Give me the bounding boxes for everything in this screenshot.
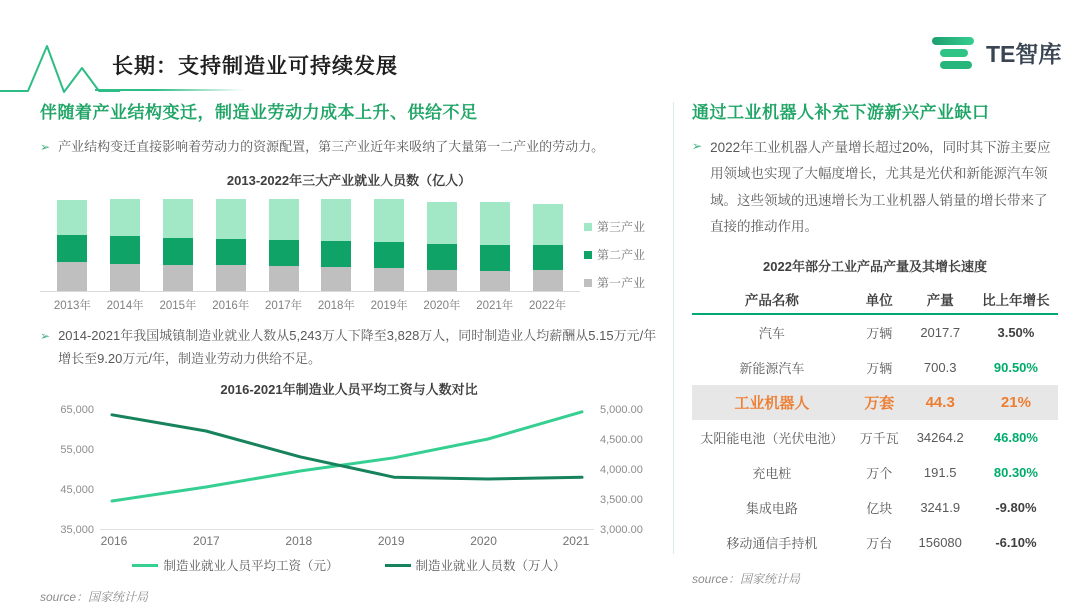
bar-chart-plot-area bbox=[40, 197, 580, 313]
legend-label: 制造业就业人员平均工资（元） bbox=[163, 559, 339, 574]
stacked-bar bbox=[269, 199, 299, 291]
legend-label: 第二产业 bbox=[597, 248, 646, 263]
bar-segment bbox=[427, 270, 457, 291]
product-name-cell: 工业机器人 bbox=[734, 395, 810, 413]
output-cell: 3241.9 bbox=[920, 500, 961, 516]
bar-segment bbox=[269, 266, 299, 291]
growth-cell: -9.80% bbox=[995, 500, 1037, 516]
output-cell: 156080 bbox=[918, 535, 962, 551]
table-header-cell: 产量 bbox=[926, 293, 954, 309]
legend-swatch bbox=[584, 251, 592, 259]
products-table bbox=[692, 285, 1058, 560]
stacked-bar bbox=[533, 204, 563, 291]
bar-segment bbox=[269, 199, 299, 240]
line-x-label: 2016 bbox=[100, 534, 128, 549]
right-axis-tick: 3,000.00 bbox=[600, 524, 643, 537]
left-axis-tick: 55,000 bbox=[60, 444, 94, 457]
unit-cell: 万个 bbox=[866, 466, 893, 482]
line-series-0 bbox=[112, 412, 582, 501]
stacked-bar bbox=[163, 199, 193, 291]
stacked-bar bbox=[427, 202, 457, 291]
stacked-bar bbox=[110, 199, 140, 291]
bar-chart-legend bbox=[580, 197, 658, 313]
bar-x-label: 2021年 bbox=[476, 299, 514, 312]
left-column bbox=[40, 98, 658, 605]
output-cell: 191.5 bbox=[923, 465, 957, 481]
line-x-label: 2020 bbox=[470, 534, 497, 549]
bar-segment bbox=[427, 244, 457, 270]
unit-cell: 万套 bbox=[864, 395, 895, 413]
bar-segment bbox=[110, 264, 140, 291]
bar-segment bbox=[321, 241, 351, 266]
bullet-arrow-icon: ➢ bbox=[40, 328, 51, 343]
logo-text: TE智库 bbox=[986, 41, 1062, 67]
right-axis-tick: 3,500.00 bbox=[600, 494, 643, 507]
bar-x-label: 2017年 bbox=[265, 299, 303, 312]
bar-segment bbox=[374, 242, 404, 267]
bar-chart-title: 2013-2022年三大产业就业人员数（亿人） bbox=[226, 172, 472, 188]
line-chart-right-axis bbox=[594, 404, 658, 537]
table-row bbox=[692, 350, 1058, 385]
bar-chart bbox=[40, 197, 658, 313]
table-row bbox=[692, 420, 1058, 455]
right-axis-tick: 4,500.00 bbox=[600, 434, 643, 447]
table-row bbox=[692, 525, 1058, 560]
bar-segment bbox=[57, 200, 87, 235]
bar-segment bbox=[110, 236, 140, 263]
legend-label: 第三产业 bbox=[597, 220, 646, 235]
right-column bbox=[692, 98, 1058, 587]
left-bullet-1-text: 产业结构变迁直接影响着劳动力的资源配置，第三产业近年来吸纳了大量第一二产业的劳动力。 bbox=[58, 139, 605, 154]
pulse-zigzag-decoration bbox=[0, 30, 120, 95]
table-header-cell: 单位 bbox=[865, 293, 893, 309]
stacked-bar bbox=[321, 199, 351, 291]
legend-item bbox=[584, 218, 658, 235]
bar-segment bbox=[163, 199, 193, 238]
bar-segment bbox=[533, 270, 563, 291]
line-chart-x-axis-labels bbox=[92, 534, 598, 548]
bar-column bbox=[46, 200, 99, 291]
line-x-label: 2021 bbox=[562, 534, 590, 549]
left-section-title: 伴随着产业结构变迁，制造业劳动力成本上升、供给不足 bbox=[40, 103, 478, 122]
line-x-label: 2018 bbox=[285, 534, 313, 549]
growth-cell: 46.80% bbox=[993, 430, 1038, 446]
bar-segment bbox=[216, 199, 246, 239]
bar-segment bbox=[163, 265, 193, 291]
table-row bbox=[692, 315, 1058, 350]
line-chart-legend bbox=[40, 556, 658, 574]
left-bullet-1 bbox=[40, 136, 658, 159]
bar-column bbox=[257, 199, 310, 291]
bar-segment bbox=[321, 267, 351, 291]
right-axis-tick: 5,000.00 bbox=[600, 404, 643, 417]
left-axis-tick: 65,000 bbox=[60, 404, 94, 417]
bar-column bbox=[204, 199, 257, 291]
legend-item bbox=[132, 556, 338, 574]
product-name-cell: 太阳能电池（光伏电池） bbox=[700, 431, 844, 447]
legend-item bbox=[584, 274, 658, 291]
legend-swatch bbox=[132, 564, 158, 567]
bullet-arrow-icon: ➢ bbox=[692, 139, 703, 153]
te-zhiku-logo bbox=[932, 36, 1061, 69]
bullet-arrow-icon: ➢ bbox=[40, 140, 51, 154]
output-cell: 44.3 bbox=[925, 394, 955, 412]
bar-column bbox=[152, 199, 205, 291]
left-source-note: source：国家统计局 bbox=[40, 590, 149, 605]
line-chart-svg bbox=[100, 404, 594, 530]
bar-x-label: 2015年 bbox=[159, 299, 197, 312]
product-name-cell: 充电桩 bbox=[752, 466, 792, 482]
growth-cell: -6.10% bbox=[995, 535, 1037, 551]
left-axis-tick: 35,000 bbox=[60, 524, 94, 537]
bar-segment bbox=[533, 204, 563, 245]
bar-x-label: 2016年 bbox=[212, 299, 250, 312]
line-series-1 bbox=[112, 415, 582, 479]
bar-column bbox=[521, 204, 574, 291]
bar-segment bbox=[216, 239, 246, 266]
line-x-label: 2017 bbox=[193, 534, 220, 549]
right-source-note: source：国家统计局 bbox=[692, 572, 801, 587]
bar-x-axis-labels bbox=[40, 297, 580, 313]
bar-segment bbox=[110, 199, 140, 236]
legend-swatch bbox=[385, 564, 411, 567]
line-x-label: 2019 bbox=[377, 534, 405, 549]
right-axis-tick: 4,000.00 bbox=[600, 464, 643, 477]
column-divider bbox=[673, 102, 674, 554]
output-cell: 34264.2 bbox=[916, 430, 964, 446]
bar-column bbox=[310, 199, 363, 291]
left-bullet-2-text: 2014-2021年我国城镇制造业就业人数从5,243万人下降至3,828万人，同时制造业人均薪酬从5.15万元/年增长至9.20万元/年，制造业劳动力供给不足。 bbox=[58, 327, 657, 366]
bar-segment bbox=[321, 199, 351, 242]
stacked-bar bbox=[57, 200, 87, 291]
table-row bbox=[692, 490, 1058, 525]
growth-cell: 80.30% bbox=[993, 465, 1038, 481]
bar-segment bbox=[427, 202, 457, 245]
table-row bbox=[692, 385, 1058, 420]
bar-segment bbox=[480, 202, 510, 245]
bar-plot bbox=[40, 197, 580, 292]
bar-column bbox=[363, 199, 416, 291]
unit-cell: 万千瓦 bbox=[859, 431, 899, 447]
line-chart bbox=[40, 404, 658, 537]
bar-segment bbox=[163, 238, 193, 265]
table-header-row bbox=[692, 285, 1058, 315]
bar-x-label: 2013年 bbox=[53, 299, 91, 312]
bar-segment bbox=[480, 245, 510, 271]
line-chart-plot-area bbox=[100, 404, 594, 530]
legend-item bbox=[385, 556, 566, 574]
table-header-cell: 产品名称 bbox=[744, 293, 799, 309]
stacked-bar bbox=[216, 199, 246, 291]
unit-cell: 亿块 bbox=[866, 501, 893, 517]
logo-bars-icon bbox=[932, 37, 976, 69]
product-name-cell: 汽车 bbox=[758, 326, 785, 342]
table-title: 2022年部分工业产品产量及其增长速度 bbox=[763, 259, 987, 275]
product-name-cell: 移动通信手持机 bbox=[726, 536, 818, 552]
bar-segment bbox=[57, 235, 87, 263]
unit-cell: 万辆 bbox=[866, 326, 893, 342]
left-bullet-2 bbox=[40, 325, 658, 371]
line-chart-left-axis bbox=[40, 404, 100, 537]
output-cell: 2017.7 bbox=[920, 325, 961, 341]
bar-segment bbox=[57, 262, 87, 291]
legend-label: 第一产业 bbox=[597, 276, 646, 291]
legend-label: 制造业就业人员数（万人） bbox=[415, 559, 566, 574]
legend-swatch bbox=[584, 223, 592, 231]
bar-segment bbox=[269, 240, 299, 266]
bar-x-label: 2020年 bbox=[423, 299, 461, 312]
growth-cell: 90.50% bbox=[993, 360, 1038, 376]
bar-segment bbox=[480, 271, 510, 291]
title-underline-decoration bbox=[95, 89, 245, 91]
legend-swatch bbox=[584, 279, 592, 287]
bar-column bbox=[468, 202, 521, 291]
bar-column bbox=[416, 202, 469, 291]
line-chart-title: 2016-2021年制造业人员平均工资与人数对比 bbox=[220, 382, 478, 398]
bar-x-label: 2022年 bbox=[529, 299, 567, 312]
stacked-bar bbox=[480, 202, 510, 291]
table-header-cell: 比上年增长 bbox=[982, 293, 1050, 309]
page-title: 长期：支持制造业可持续发展 bbox=[112, 55, 398, 78]
bar-x-label: 2019年 bbox=[370, 299, 408, 312]
output-cell: 700.3 bbox=[923, 360, 957, 376]
bar-column bbox=[99, 199, 152, 291]
left-axis-tick: 45,000 bbox=[60, 484, 94, 497]
legend-item bbox=[584, 246, 658, 263]
product-name-cell: 集成电路 bbox=[745, 501, 798, 517]
unit-cell: 万辆 bbox=[866, 361, 893, 377]
right-bullet-1-text: 2022年工业机器人产量增长超过20%，同时其下游主要应用领域也实现了大幅度增长，尤其是光伏和新能源汽车领域。这些领域的迅速增长为工业机器人销量的增长带来了直接的推动作用。 bbox=[710, 140, 1051, 234]
bar-segment bbox=[533, 245, 563, 270]
bar-segment bbox=[374, 199, 404, 243]
right-bullet-1 bbox=[692, 135, 1058, 240]
stacked-bar bbox=[374, 199, 404, 291]
growth-cell: 21% bbox=[1000, 394, 1031, 412]
bar-x-label: 2018年 bbox=[317, 299, 355, 312]
bar-segment bbox=[374, 268, 404, 291]
bar-x-label: 2014年 bbox=[106, 299, 144, 312]
growth-cell: 3.50% bbox=[997, 325, 1035, 341]
unit-cell: 万台 bbox=[866, 536, 893, 552]
product-name-cell: 新能源汽车 bbox=[739, 361, 805, 377]
table-row bbox=[692, 455, 1058, 490]
right-section-title: 通过工业机器人补充下游新兴产业缺口 bbox=[692, 103, 990, 122]
bar-segment bbox=[216, 265, 246, 291]
